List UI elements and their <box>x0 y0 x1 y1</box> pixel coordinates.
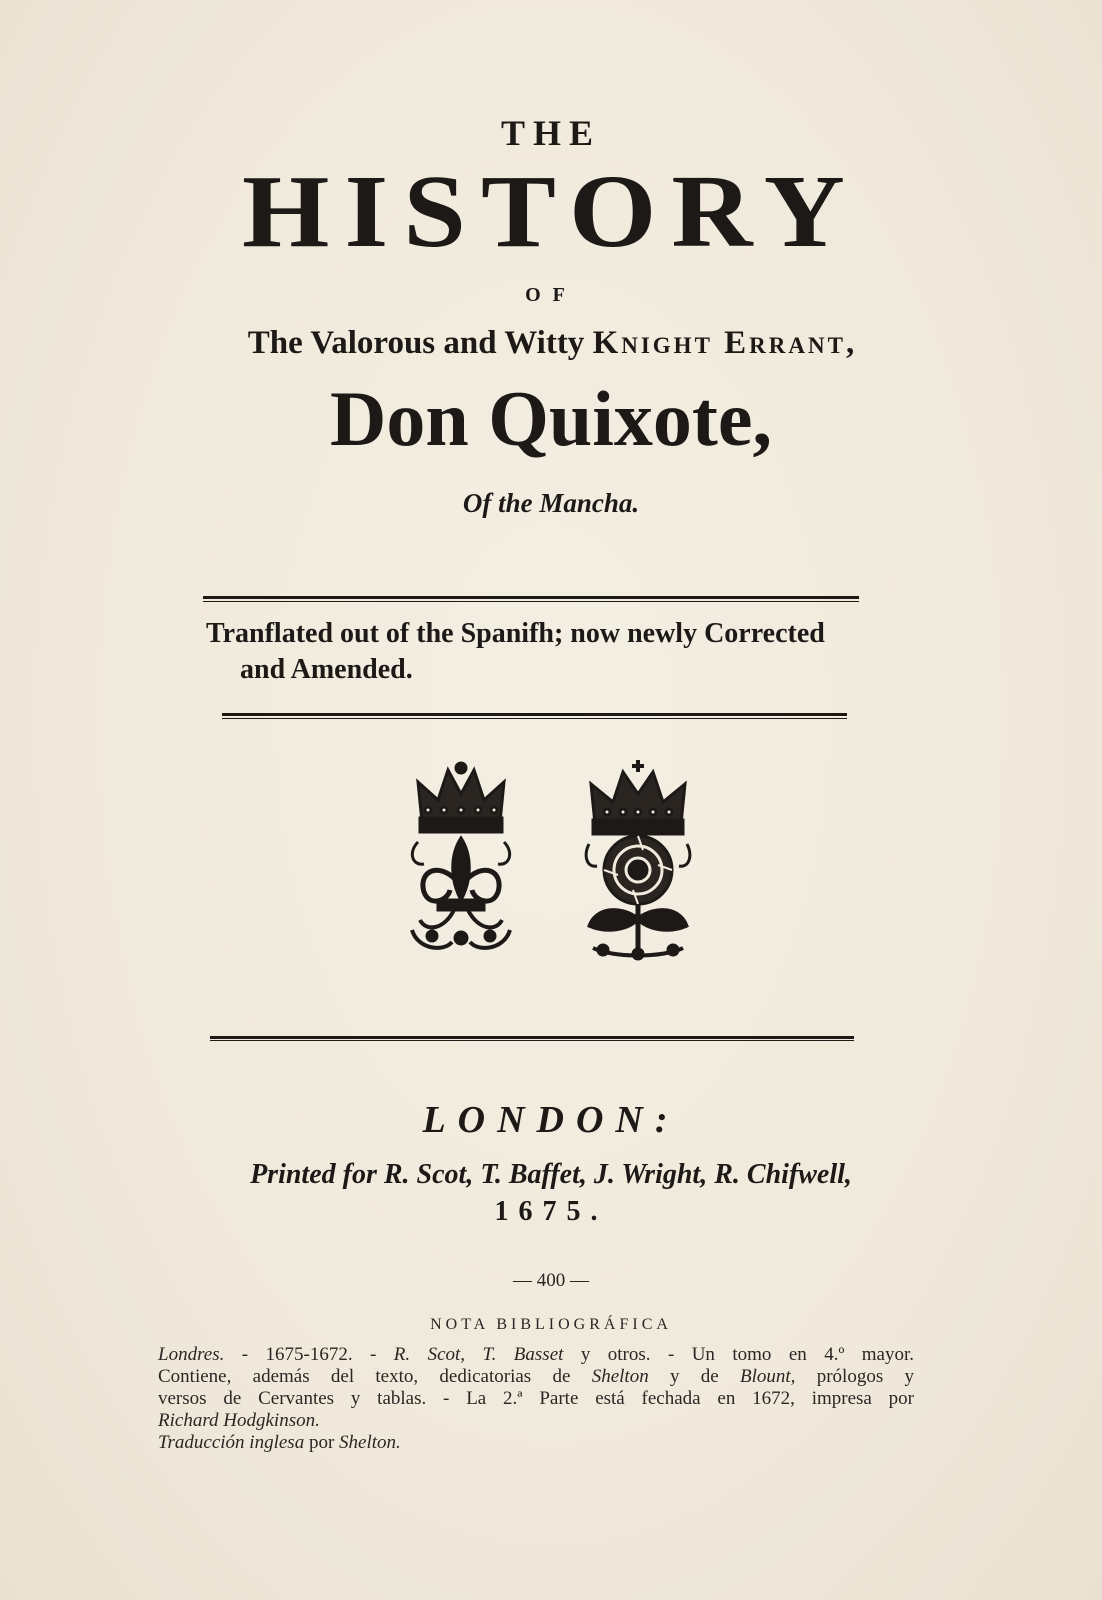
nota-l2-blount: Blount, <box>740 1366 796 1387</box>
nota-heading: NOTA BIBLIOGRÁFICA <box>430 1316 672 1333</box>
divider-rule-middle <box>222 713 847 719</box>
nota-line-1 <box>158 1344 914 1366</box>
nota-line-5 <box>158 1432 914 1454</box>
imprint-london: LONDON: <box>422 1099 680 1141</box>
nota-line-3: versos de Cervantes y tablas. - La 2.ª Parte está fechada en 1672, impresa por <box>158 1388 914 1409</box>
nota-l1-place: Londres. <box>158 1344 225 1365</box>
nota-l5-a: Traducción inglesa <box>158 1432 305 1453</box>
nota-bibliografica <box>158 1344 914 1454</box>
title-the: THE <box>500 113 602 153</box>
nota-l2-c: prólogos y <box>795 1366 915 1387</box>
nota-l5-c: Shelton. <box>339 1432 401 1453</box>
translated-line-1: Tranflated out of the Spanifh; now newly Corrected <box>206 618 825 649</box>
title-don-quixote: Don Quixote, <box>329 375 773 462</box>
nota-l2-a: Contiene, además del texto, dedicatorias de <box>158 1366 592 1387</box>
nota-l1-dates: - 1675-1672. - <box>224 1344 394 1365</box>
nota-l5-b: por <box>304 1432 340 1453</box>
nota-l2-b: y de <box>648 1366 741 1387</box>
title-of-the-mancha: Of the Mancha. <box>462 488 640 518</box>
subtitle-knight-errant: Knight Errant <box>592 325 846 361</box>
nota-line-2 <box>158 1366 914 1388</box>
subtitle-end: , <box>845 325 855 361</box>
fleur-de-lis-crown-ornament-icon <box>408 760 514 956</box>
translated-note <box>206 616 866 688</box>
subtitle-start: The Valorous and Witty <box>247 325 593 361</box>
nota-l1-printers: R. Scot, T. Basset <box>393 1344 564 1365</box>
divider-rule-bottom <box>210 1036 854 1041</box>
title-subtitle <box>0 325 1102 362</box>
title-history: HISTORY <box>242 154 860 269</box>
imprint-printed-for: Printed for R. Scot, T. Baffet, J. Wright, R. Chifwell, <box>250 1159 852 1190</box>
nota-l1-rest: y otros. - Un tomo en 4.º mayor. <box>563 1344 915 1365</box>
tudor-rose-crown-ornament-icon <box>583 758 693 962</box>
divider-rule-top <box>203 596 859 602</box>
nota-line-4: Richard Hodgkinson. <box>158 1410 320 1431</box>
page-number: — 400 — <box>513 1270 589 1291</box>
translated-line-2: and Amended. <box>240 654 413 685</box>
imprint-year: 1675. <box>494 1196 608 1227</box>
title-of: OF <box>525 284 577 306</box>
nota-l2-shelton: Shelton <box>591 1366 649 1387</box>
